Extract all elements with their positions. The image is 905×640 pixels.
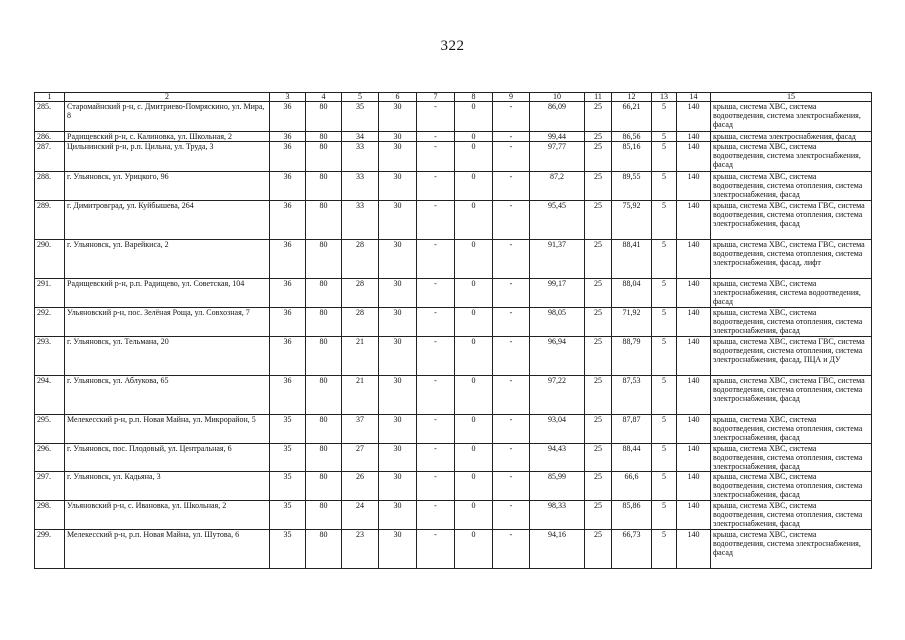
col-14: 140 [677, 415, 711, 444]
address: г. Ульяновск, ул. Урицкого, 96 [65, 172, 270, 201]
column-number-2: 2 [65, 93, 270, 102]
table-row [35, 308, 872, 337]
address: г. Ульяновск, ул. Тельмана, 20 [65, 337, 270, 376]
col-7: - [417, 444, 455, 472]
page-number: 322 [440, 38, 465, 54]
col-5: 28 [342, 308, 379, 337]
col-13: 5 [652, 142, 677, 172]
col-12: 66,21 [612, 102, 652, 132]
col-10: 93,04 [530, 415, 585, 444]
works-list: крыша, система ХВС, система ГВС, система водоотведения, система отопления, система электроснабжения, фасад, лифт [711, 240, 872, 279]
col-10: 98,05 [530, 308, 585, 337]
col-3: 36 [270, 201, 306, 240]
column-number-11: 11 [585, 93, 612, 102]
col-10: 87,2 [530, 172, 585, 201]
col-6: 30 [379, 201, 417, 240]
col-12: 87,87 [612, 415, 652, 444]
col-7: - [417, 337, 455, 376]
address: г. Ульяновск, ул. Кадьяна, 3 [65, 472, 270, 501]
col-8: 0 [455, 132, 493, 142]
col-6: 30 [379, 102, 417, 132]
table-row [35, 172, 872, 201]
col-3: 35 [270, 530, 306, 569]
col-6: 30 [379, 530, 417, 569]
col-7: - [417, 279, 455, 308]
works-list: крыша, система ХВС, система ГВС, система водоотведения, система отопления, система электроснабжения, фасад, ПЦА и ДУ [711, 337, 872, 376]
col-12: 85,86 [612, 501, 652, 530]
col-14: 140 [677, 444, 711, 472]
works-list: крыша, система ХВС, система водоотведения, система отопления, система электроснабжения, фасад [711, 501, 872, 530]
col-14: 140 [677, 376, 711, 415]
col-11: 25 [585, 415, 612, 444]
table-row [35, 444, 872, 472]
col-12: 86,56 [612, 132, 652, 142]
column-number-12: 12 [612, 93, 652, 102]
col-9: - [493, 102, 530, 132]
col-3: 36 [270, 279, 306, 308]
col-9: - [493, 308, 530, 337]
col-12: 89,55 [612, 172, 652, 201]
col-14: 140 [677, 142, 711, 172]
column-number-13: 13 [652, 93, 677, 102]
address: Радищевский р-н, с. Калиновка, ул. Школьная, 2 [65, 132, 270, 142]
col-5: 33 [342, 142, 379, 172]
col-5: 23 [342, 530, 379, 569]
address: г. Ульяновск, ул. Аблукова, 65 [65, 376, 270, 415]
col-12: 66,6 [612, 472, 652, 501]
col-12: 88,41 [612, 240, 652, 279]
col-9: - [493, 132, 530, 142]
table-row [35, 472, 872, 501]
col-6: 30 [379, 308, 417, 337]
col-4: 80 [306, 337, 342, 376]
row-number: 296. [35, 444, 65, 472]
col-13: 5 [652, 132, 677, 142]
address: Старомайнский р-н, с. Дмитриево-Помряскино, ул. Мира, 8 [65, 102, 270, 132]
col-11: 25 [585, 240, 612, 279]
col-9: - [493, 472, 530, 501]
column-number-4: 4 [306, 93, 342, 102]
col-6: 30 [379, 415, 417, 444]
col-7: - [417, 102, 455, 132]
col-3: 36 [270, 240, 306, 279]
col-8: 0 [455, 501, 493, 530]
column-numbers-row [35, 93, 872, 102]
address: Ульяновский р-н, пос. Зелёная Роща, ул. Совхозная, 7 [65, 308, 270, 337]
works-list: крыша, система ХВС, система водоотведения, система электроснабжения, фасад [711, 142, 872, 172]
col-4: 80 [306, 472, 342, 501]
col-7: - [417, 530, 455, 569]
col-6: 30 [379, 240, 417, 279]
col-11: 25 [585, 201, 612, 240]
col-10: 99,44 [530, 132, 585, 142]
col-13: 5 [652, 472, 677, 501]
col-9: - [493, 501, 530, 530]
col-12: 88,04 [612, 279, 652, 308]
col-14: 140 [677, 501, 711, 530]
col-9: - [493, 172, 530, 201]
row-number: 293. [35, 337, 65, 376]
col-5: 26 [342, 472, 379, 501]
col-10: 99,17 [530, 279, 585, 308]
col-7: - [417, 201, 455, 240]
col-14: 140 [677, 337, 711, 376]
col-5: 24 [342, 501, 379, 530]
col-5: 34 [342, 132, 379, 142]
col-13: 5 [652, 501, 677, 530]
col-12: 75,92 [612, 201, 652, 240]
col-9: - [493, 279, 530, 308]
column-number-3: 3 [270, 93, 306, 102]
row-number: 294. [35, 376, 65, 415]
row-number: 290. [35, 240, 65, 279]
works-list: крыша, система ХВС, система водоотведения, система электроснабжения, фасад [711, 102, 872, 132]
col-5: 27 [342, 444, 379, 472]
col-7: - [417, 415, 455, 444]
col-11: 25 [585, 142, 612, 172]
row-number: 292. [35, 308, 65, 337]
col-10: 96,94 [530, 337, 585, 376]
col-8: 0 [455, 102, 493, 132]
col-4: 80 [306, 501, 342, 530]
col-11: 25 [585, 337, 612, 376]
col-4: 80 [306, 376, 342, 415]
col-13: 5 [652, 279, 677, 308]
table-row [35, 501, 872, 530]
column-number-7: 7 [417, 93, 455, 102]
row-number: 285. [35, 102, 65, 132]
col-6: 30 [379, 172, 417, 201]
col-5: 28 [342, 279, 379, 308]
address: Радищевский р-н, р.п. Радищево, ул. Советская, 104 [65, 279, 270, 308]
table-row [35, 142, 872, 172]
address: Мелекесский р-н, р.п. Новая Майна, ул. Микрорайон, 5 [65, 415, 270, 444]
table-row [35, 102, 872, 132]
col-5: 37 [342, 415, 379, 444]
col-13: 5 [652, 530, 677, 569]
column-number-8: 8 [455, 93, 493, 102]
col-13: 5 [652, 308, 677, 337]
column-number-10: 10 [530, 93, 585, 102]
table-body [35, 102, 872, 569]
address: г. Димитровград, ул. Куйбышева, 264 [65, 201, 270, 240]
works-list: крыша, система ХВС, система водоотведения, система электроснабжения, фасад [711, 530, 872, 569]
col-12: 88,79 [612, 337, 652, 376]
col-8: 0 [455, 240, 493, 279]
col-12: 71,92 [612, 308, 652, 337]
col-8: 0 [455, 279, 493, 308]
col-10: 94,43 [530, 444, 585, 472]
col-5: 21 [342, 376, 379, 415]
works-list: крыша, система электроснабжения, фасад [711, 132, 872, 142]
col-5: 33 [342, 172, 379, 201]
col-4: 80 [306, 444, 342, 472]
col-4: 80 [306, 102, 342, 132]
col-10: 94,16 [530, 530, 585, 569]
col-10: 85,99 [530, 472, 585, 501]
works-list: крыша, система ХВС, система ГВС, система водоотведения, система отопления, система электроснабжения, фасад [711, 201, 872, 240]
table-row [35, 415, 872, 444]
col-11: 25 [585, 172, 612, 201]
address: Ульяновский р-н, с. Ивановка, ул. Школьная, 2 [65, 501, 270, 530]
table-row [35, 337, 872, 376]
table-row [35, 201, 872, 240]
col-12: 88,44 [612, 444, 652, 472]
col-14: 140 [677, 201, 711, 240]
col-3: 36 [270, 376, 306, 415]
col-10: 98,33 [530, 501, 585, 530]
col-9: - [493, 201, 530, 240]
col-8: 0 [455, 337, 493, 376]
col-9: - [493, 530, 530, 569]
col-14: 140 [677, 530, 711, 569]
col-13: 5 [652, 444, 677, 472]
col-13: 5 [652, 337, 677, 376]
works-list: крыша, система ХВС, система водоотведения, система отопления, система электроснабжения, фасад [711, 472, 872, 501]
table-row [35, 530, 872, 569]
column-number-15: 15 [711, 93, 872, 102]
works-list: крыша, система ХВС, система водоотведения, система отопления, система электроснабжения, фасад [711, 444, 872, 472]
works-list: крыша, система ХВС, система водоотведения, система отопления, система электроснабжения, фасад [711, 172, 872, 201]
table-row [35, 376, 872, 415]
col-9: - [493, 337, 530, 376]
col-10: 86,09 [530, 102, 585, 132]
col-6: 30 [379, 337, 417, 376]
works-list: крыша, система ХВС, система ГВС, система водоотведения, система отопления, система электроснабжения, фасад [711, 376, 872, 415]
col-8: 0 [455, 142, 493, 172]
col-7: - [417, 142, 455, 172]
col-4: 80 [306, 530, 342, 569]
col-3: 36 [270, 132, 306, 142]
col-9: - [493, 142, 530, 172]
col-4: 80 [306, 132, 342, 142]
col-8: 0 [455, 530, 493, 569]
col-8: 0 [455, 444, 493, 472]
col-13: 5 [652, 102, 677, 132]
row-number: 298. [35, 501, 65, 530]
column-number-14: 14 [677, 93, 711, 102]
col-6: 30 [379, 132, 417, 142]
col-4: 80 [306, 201, 342, 240]
col-10: 95,45 [530, 201, 585, 240]
col-3: 35 [270, 444, 306, 472]
col-8: 0 [455, 172, 493, 201]
col-7: - [417, 308, 455, 337]
works-list: крыша, система ХВС, система водоотведения, система отопления, система электроснабжения, фасад [711, 308, 872, 337]
col-9: - [493, 376, 530, 415]
col-14: 140 [677, 308, 711, 337]
data-table [34, 92, 872, 569]
row-number: 297. [35, 472, 65, 501]
col-13: 5 [652, 376, 677, 415]
col-8: 0 [455, 472, 493, 501]
col-13: 5 [652, 240, 677, 279]
col-3: 35 [270, 415, 306, 444]
table-row [35, 132, 872, 142]
column-number-1: 1 [35, 93, 65, 102]
col-11: 25 [585, 472, 612, 501]
col-11: 25 [585, 444, 612, 472]
col-3: 36 [270, 337, 306, 376]
col-12: 87,53 [612, 376, 652, 415]
col-3: 35 [270, 501, 306, 530]
row-number: 287. [35, 142, 65, 172]
col-12: 66,73 [612, 530, 652, 569]
col-3: 36 [270, 102, 306, 132]
row-number: 286. [35, 132, 65, 142]
address: г. Ульяновск, ул. Варейкиса, 2 [65, 240, 270, 279]
row-number: 299. [35, 530, 65, 569]
col-13: 5 [652, 172, 677, 201]
col-9: - [493, 415, 530, 444]
col-3: 36 [270, 308, 306, 337]
col-8: 0 [455, 201, 493, 240]
works-list: крыша, система ХВС, система электроснабжения, система водоотведения, фасад [711, 279, 872, 308]
col-4: 80 [306, 240, 342, 279]
col-14: 140 [677, 472, 711, 501]
col-11: 25 [585, 132, 612, 142]
col-7: - [417, 472, 455, 501]
col-14: 140 [677, 102, 711, 132]
col-3: 36 [270, 142, 306, 172]
column-number-9: 9 [493, 93, 530, 102]
col-4: 80 [306, 279, 342, 308]
col-12: 85,16 [612, 142, 652, 172]
col-11: 25 [585, 501, 612, 530]
col-3: 35 [270, 472, 306, 501]
col-14: 140 [677, 132, 711, 142]
col-13: 5 [652, 201, 677, 240]
address: Мелекесский р-н, р.п. Новая Майна, ул. Шутова, 6 [65, 530, 270, 569]
col-14: 140 [677, 279, 711, 308]
table-row [35, 240, 872, 279]
col-11: 25 [585, 530, 612, 569]
col-6: 30 [379, 279, 417, 308]
col-3: 36 [270, 172, 306, 201]
col-7: - [417, 501, 455, 530]
col-7: - [417, 172, 455, 201]
column-number-5: 5 [342, 93, 379, 102]
col-4: 80 [306, 415, 342, 444]
col-5: 28 [342, 240, 379, 279]
col-5: 33 [342, 201, 379, 240]
col-9: - [493, 444, 530, 472]
row-number: 289. [35, 201, 65, 240]
col-6: 30 [379, 472, 417, 501]
col-14: 140 [677, 240, 711, 279]
col-6: 30 [379, 501, 417, 530]
col-6: 30 [379, 142, 417, 172]
col-14: 140 [677, 172, 711, 201]
col-10: 97,22 [530, 376, 585, 415]
row-number: 291. [35, 279, 65, 308]
col-8: 0 [455, 415, 493, 444]
address: Цильнинский р-н, р.п. Цильна, ул. Труда, 3 [65, 142, 270, 172]
col-11: 25 [585, 279, 612, 308]
col-7: - [417, 132, 455, 142]
col-4: 80 [306, 308, 342, 337]
col-10: 91,37 [530, 240, 585, 279]
col-7: - [417, 376, 455, 415]
col-11: 25 [585, 102, 612, 132]
col-5: 21 [342, 337, 379, 376]
row-number: 288. [35, 172, 65, 201]
col-9: - [493, 240, 530, 279]
col-7: - [417, 240, 455, 279]
works-list: крыша, система ХВС, система водоотведения, система отопления, система электроснабжения, фасад [711, 415, 872, 444]
col-11: 25 [585, 308, 612, 337]
col-6: 30 [379, 444, 417, 472]
row-number: 295. [35, 415, 65, 444]
col-8: 0 [455, 376, 493, 415]
column-number-6: 6 [379, 93, 417, 102]
table-row [35, 279, 872, 308]
col-8: 0 [455, 308, 493, 337]
col-11: 25 [585, 376, 612, 415]
col-13: 5 [652, 415, 677, 444]
col-4: 80 [306, 172, 342, 201]
col-10: 97,77 [530, 142, 585, 172]
col-5: 35 [342, 102, 379, 132]
address: г. Ульяновск, пос. Плодовый, ул. Центральная, 6 [65, 444, 270, 472]
col-6: 30 [379, 376, 417, 415]
col-4: 80 [306, 142, 342, 172]
